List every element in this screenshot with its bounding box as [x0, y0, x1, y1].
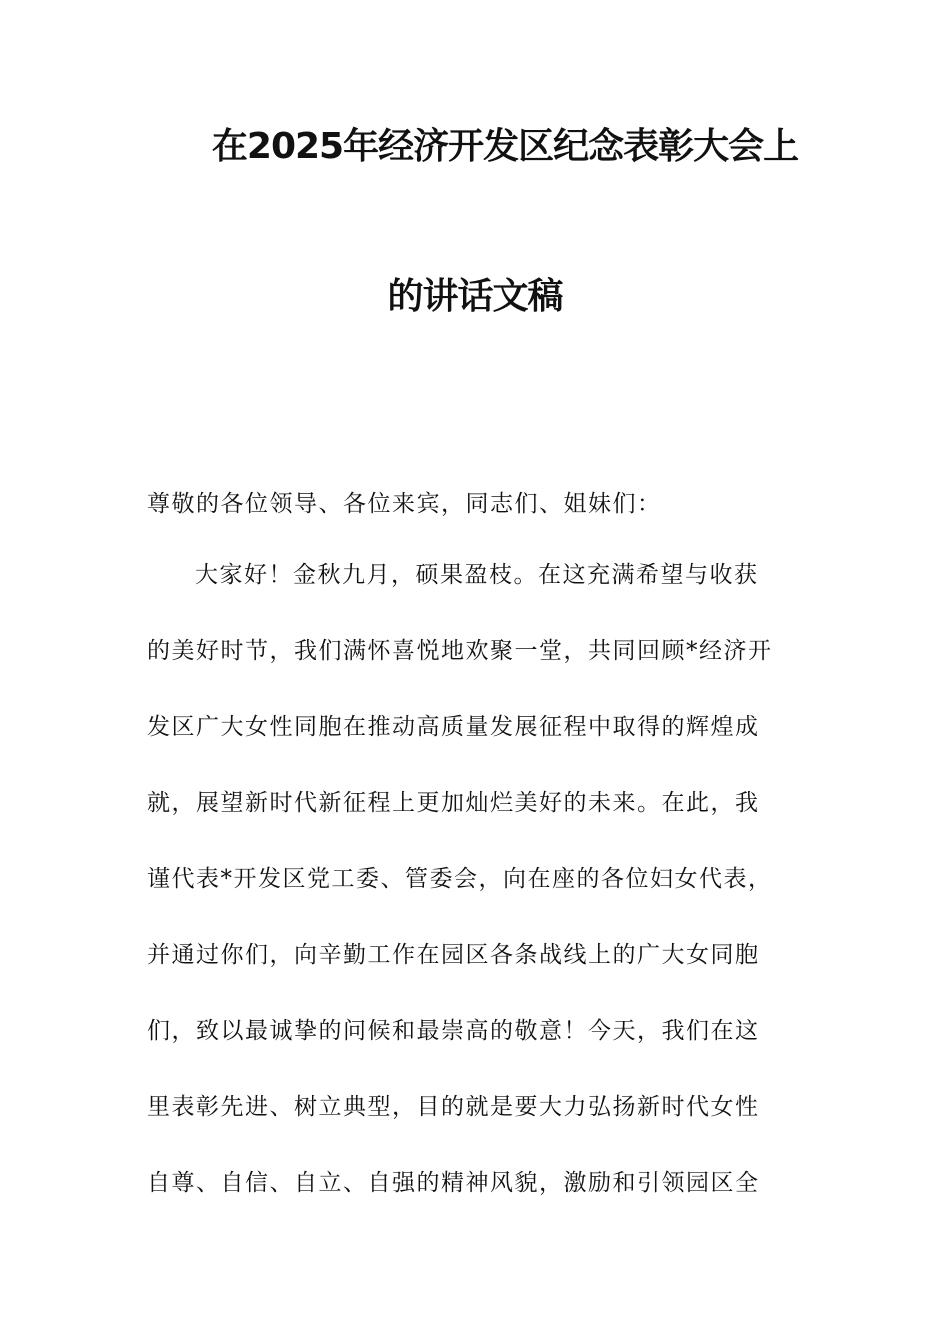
- salutation: 尊敬的各位领导、各位来宾，同志们、姐妹们：: [147, 491, 662, 517]
- paragraph-line: 们，致以最诚挚的问候和最崇高的敬意！今天，我们在这: [147, 1018, 760, 1044]
- document-title-line-2: 的讲话文稿: [387, 276, 563, 317]
- paragraph-line: 就，展望新时代新征程上更加灿烂美好的未来。在此，我: [147, 790, 760, 816]
- body-paragraph: [147, 537, 807, 1221]
- paragraph-line: 自尊、自信、自立、自强的精神风貌，激励和引领园区全: [147, 1170, 760, 1196]
- document-title-line-1: 在2025年经济开发区纪念表彰大会上: [211, 126, 799, 167]
- paragraph-line: 发区广大女性同胞在推动高质量发展征程中取得的辉煌成: [147, 714, 760, 740]
- paragraph-line: 大家好！金秋九月，硕果盈枝。在这充满希望与收获: [195, 562, 759, 588]
- paragraph-line: 并通过你们，向辛勤工作在园区各条战线上的广大女同胞: [147, 942, 760, 968]
- paragraph-line: 里表彰先进、树立典型，目的就是要大力弘扬新时代女性: [147, 1094, 760, 1120]
- paragraph-line: 谨代表*开发区党工委、管委会，向在座的各位妇女代表，: [147, 866, 773, 892]
- paragraph-line: 的美好时节，我们满怀喜悦地欢聚一堂，共同回顾*经济开: [147, 638, 773, 664]
